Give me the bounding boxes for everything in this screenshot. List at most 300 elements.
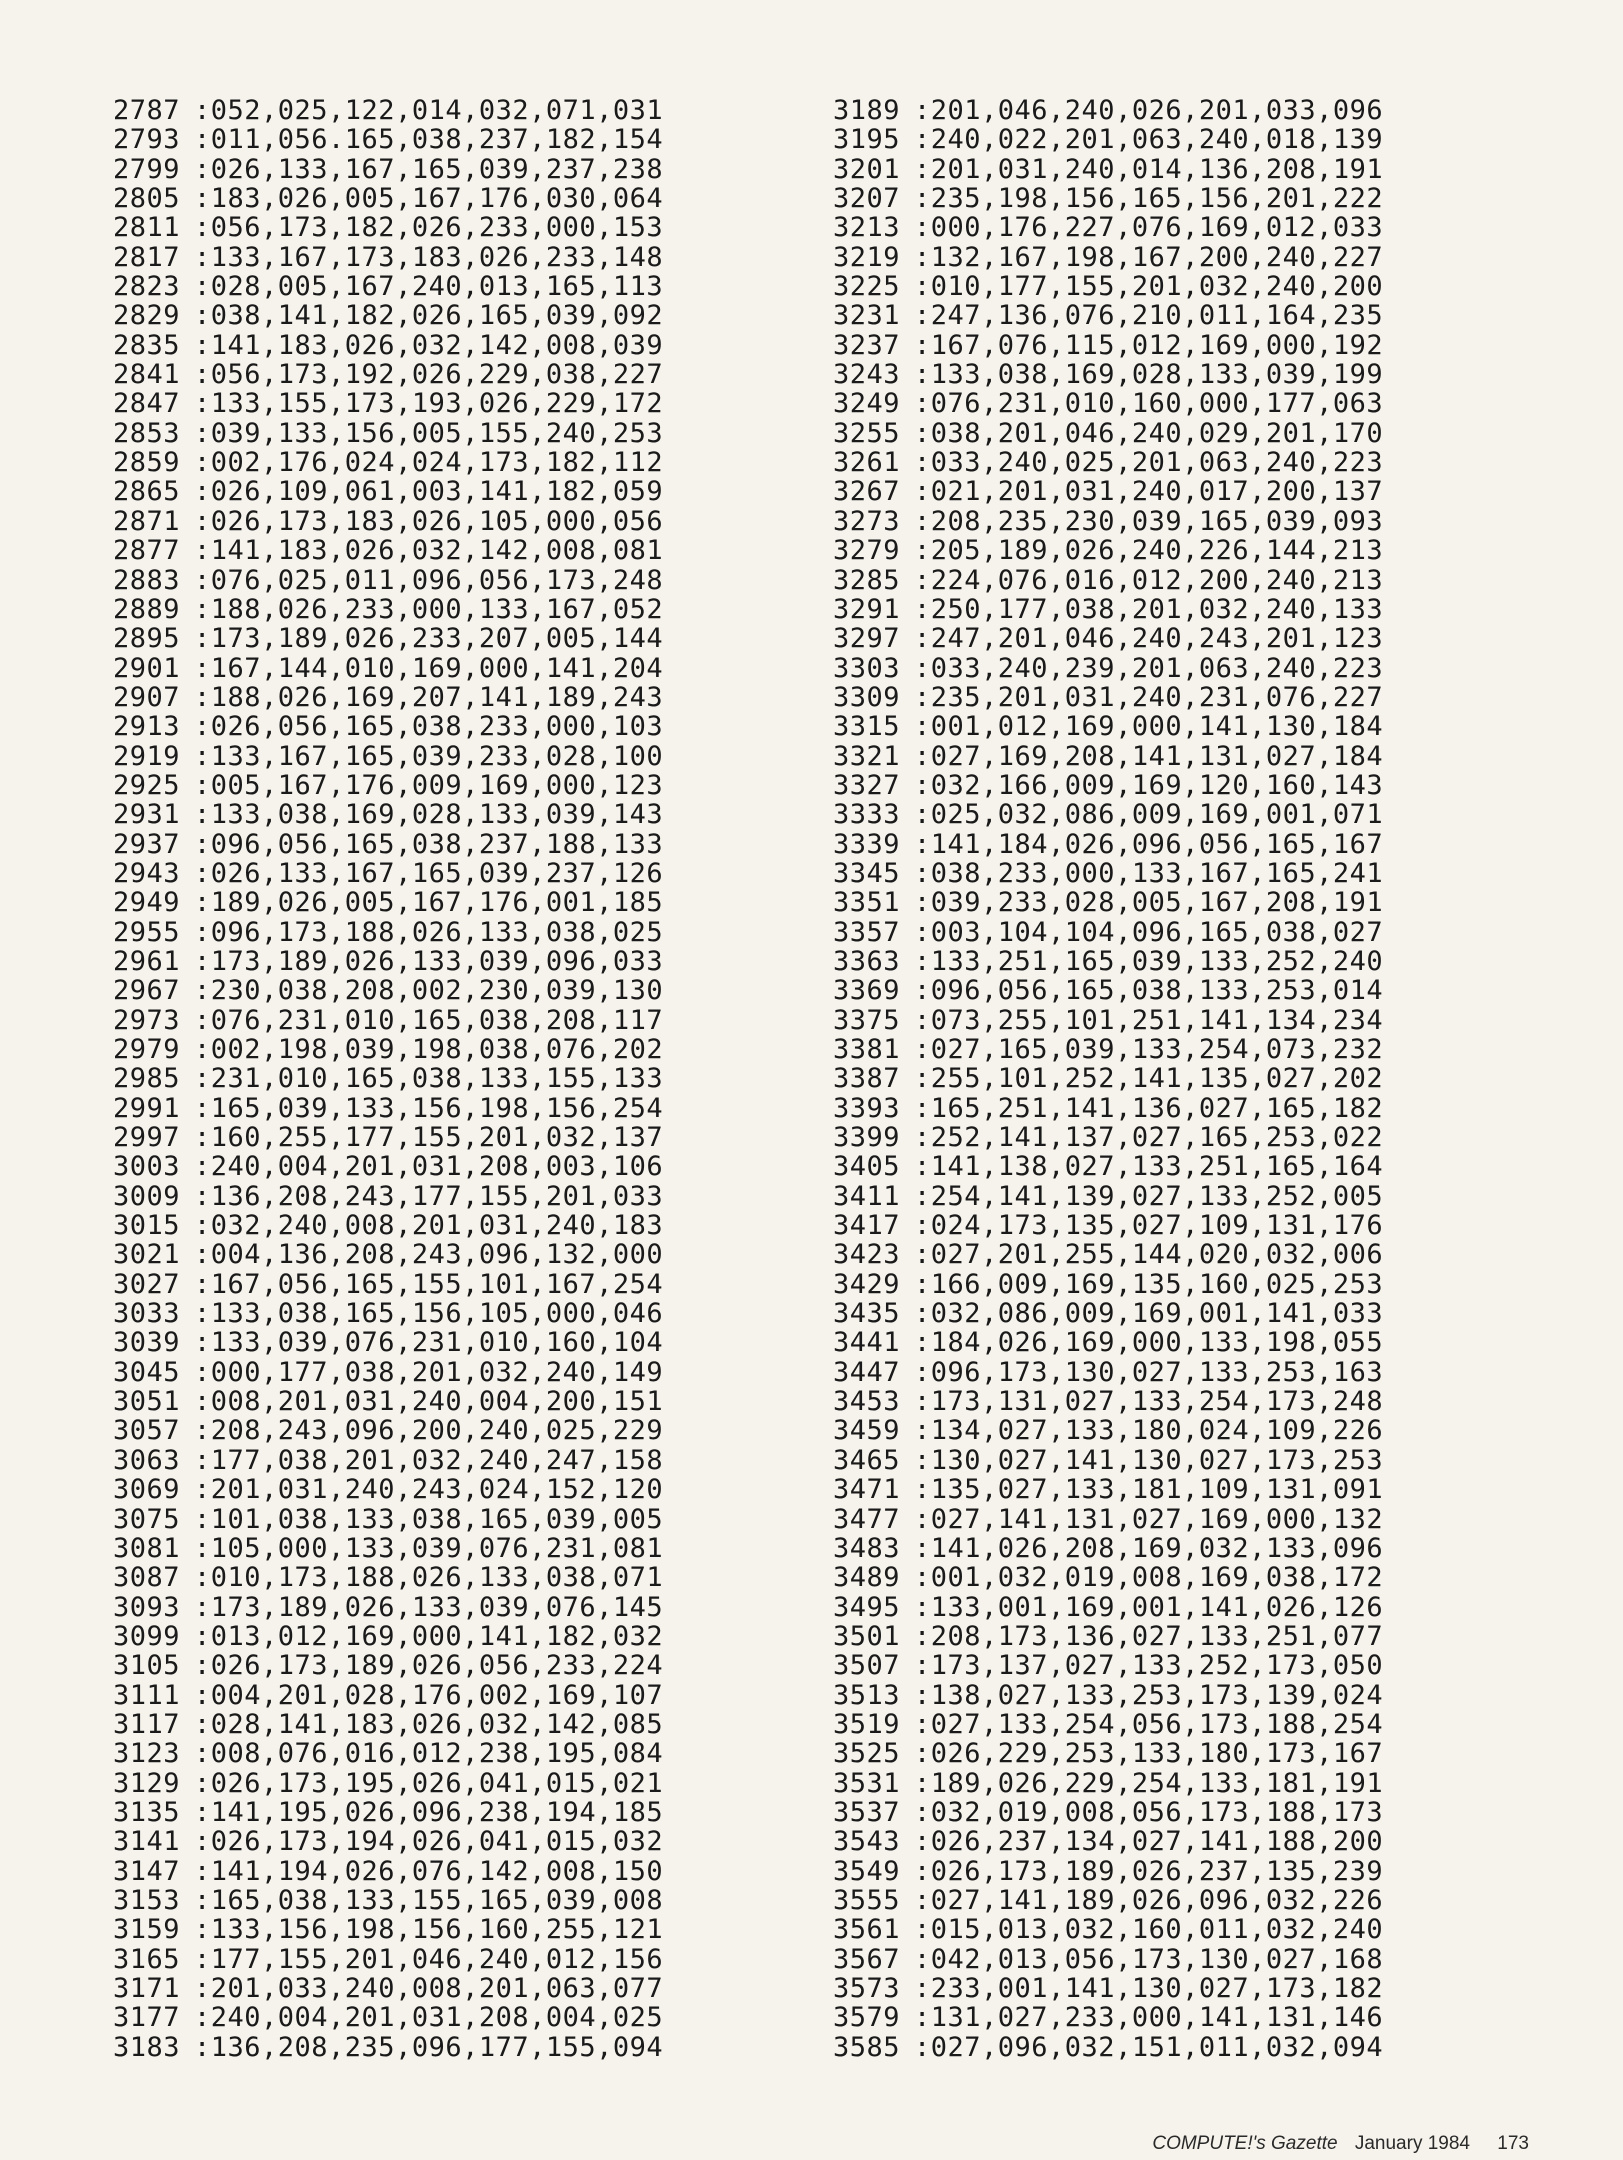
line-number: 3345 [832, 857, 900, 889]
line-number: 2895 [112, 623, 180, 655]
data-values: :026,173,189,026,237,135,239 [914, 1855, 1384, 1887]
listing-line [820, 1328, 1500, 1357]
listing-line [100, 1593, 780, 1622]
listing-line [100, 624, 780, 653]
listing-line [100, 243, 780, 272]
data-values: :205,189,026,240,226,144,213 [914, 535, 1384, 567]
data-values: :039,133,156,005,155,240,253 [194, 417, 664, 449]
line-number: 3261 [832, 447, 900, 479]
data-values: :133,156,198,156,160,255,121 [194, 1914, 664, 1946]
listing-line [820, 1094, 1500, 1123]
data-values: :052,025,122,014,032,071,031 [194, 95, 664, 126]
data-values: :033,240,239,201,063,240,223 [914, 652, 1384, 684]
data-values: :026,173,183,026,105,000,056 [194, 505, 664, 537]
line-number: 2841 [112, 359, 180, 391]
listing-line [100, 742, 780, 771]
data-values: :096,173,188,026,133,038,025 [194, 916, 664, 948]
line-number: 3027 [112, 1268, 180, 1300]
listing-line [100, 448, 780, 477]
listing-line [820, 360, 1500, 389]
data-values: :231,010,165,038,133,155,133 [194, 1063, 664, 1095]
data-values: :230,038,208,002,230,039,130 [194, 975, 664, 1007]
data-values: :141,183,026,032,142,008,039 [194, 329, 664, 361]
line-number: 2973 [112, 1004, 180, 1036]
listing-line [100, 1416, 780, 1445]
listing-line [820, 507, 1500, 536]
listing-line [100, 184, 780, 213]
listing-line [100, 419, 780, 448]
listing-line [100, 389, 780, 418]
line-number: 3147 [112, 1855, 180, 1887]
line-number: 2793 [112, 124, 180, 156]
listing-line [820, 1857, 1500, 1886]
line-number: 3549 [832, 1855, 900, 1887]
line-number: 2853 [112, 417, 180, 449]
line-number: 3243 [832, 359, 900, 391]
line-number: 3081 [112, 1532, 180, 1564]
listing-line [100, 1945, 780, 1974]
listing-line [820, 859, 1500, 888]
listing-line [820, 947, 1500, 976]
line-number: 3417 [832, 1210, 900, 1242]
data-values: :208,235,230,039,165,039,093 [914, 505, 1384, 537]
data-values: :000,177,038,201,032,240,149 [194, 1356, 664, 1388]
data-values: :027,141,189,026,096,032,226 [914, 1884, 1384, 1916]
line-number: 3069 [112, 1474, 180, 1506]
data-values: :189,026,229,254,133,181,191 [914, 1767, 1384, 1799]
listing-line [100, 1182, 780, 1211]
line-number: 2937 [112, 828, 180, 860]
listing-line [820, 595, 1500, 624]
line-number: 2997 [112, 1122, 180, 1154]
listing-line [820, 566, 1500, 595]
data-values: :173,137,027,133,252,173,050 [914, 1650, 1384, 1682]
data-values: :177,155,201,046,240,012,156 [194, 1943, 664, 1975]
data-values: :165,039,133,156,198,156,254 [194, 1092, 664, 1124]
line-number: 2931 [112, 799, 180, 831]
data-values: :133,001,169,001,141,026,126 [914, 1591, 1384, 1623]
listing-line [100, 1857, 780, 1886]
line-number: 3303 [832, 652, 900, 684]
data-values: :133,167,165,039,233,028,100 [194, 740, 664, 772]
listing-line [100, 1475, 780, 1504]
listing-line [820, 448, 1500, 477]
line-number: 3183 [112, 2031, 180, 2063]
line-number: 3057 [112, 1415, 180, 1447]
line-number: 3375 [832, 1004, 900, 1036]
line-number: 2877 [112, 535, 180, 567]
listing-line [820, 888, 1500, 917]
data-values: :001,012,169,000,141,130,184 [914, 711, 1384, 743]
data-values: :105,000,133,039,076,231,081 [194, 1532, 664, 1564]
data-values: :183,026,005,167,176,030,064 [194, 183, 664, 215]
line-number: 3489 [832, 1562, 900, 1594]
data-values: :024,173,135,027,109,131,176 [914, 1210, 1384, 1242]
listing-line [100, 301, 780, 330]
line-number: 3477 [832, 1503, 900, 1535]
data-values: :096,056,165,038,237,188,133 [194, 828, 664, 860]
listing-line [100, 1798, 780, 1827]
data-values: :165,251,141,136,027,165,182 [914, 1092, 1384, 1124]
data-values: :201,046,240,026,201,033,096 [914, 95, 1384, 126]
data-values: :056,173,192,026,229,038,227 [194, 359, 664, 391]
line-number: 2883 [112, 564, 180, 596]
data-values: :015,013,032,160,011,032,240 [914, 1914, 1384, 1946]
line-number: 3195 [832, 124, 900, 156]
line-number: 2991 [112, 1092, 180, 1124]
data-values: :027,096,032,151,011,032,094 [914, 2031, 1384, 2063]
data-values: :028,141,183,026,032,142,085 [194, 1708, 664, 1740]
line-number: 3159 [112, 1914, 180, 1946]
line-number: 3267 [832, 476, 900, 508]
listing-line [100, 1270, 780, 1299]
line-number: 3525 [832, 1738, 900, 1770]
line-number: 2829 [112, 300, 180, 332]
data-values: :136,208,235,096,177,155,094 [194, 2031, 664, 2063]
data-values: :166,009,169,135,160,025,253 [914, 1268, 1384, 1300]
listing-line [100, 947, 780, 976]
data-values: :235,201,031,240,231,076,227 [914, 681, 1384, 713]
data-values: :167,056,165,155,101,167,254 [194, 1268, 664, 1300]
line-number: 2955 [112, 916, 180, 948]
line-number: 3225 [832, 271, 900, 303]
data-values: :131,027,233,000,141,131,146 [914, 2002, 1384, 2034]
data-values: :038,201,046,240,029,201,170 [914, 417, 1384, 449]
listing-line [820, 1593, 1500, 1622]
line-number: 3447 [832, 1356, 900, 1388]
data-values: :026,173,195,026,041,015,021 [194, 1767, 664, 1799]
listing-right-column [820, 96, 1500, 2062]
listing-line [820, 830, 1500, 859]
line-number: 3531 [832, 1767, 900, 1799]
line-number: 3003 [112, 1151, 180, 1183]
listing-line [820, 712, 1500, 741]
listing-line [820, 96, 1500, 125]
line-number: 3333 [832, 799, 900, 831]
data-values: :027,141,131,027,169,000,132 [914, 1503, 1384, 1535]
listing-line [820, 1211, 1500, 1240]
data-values: :033,240,025,201,063,240,223 [914, 447, 1384, 479]
line-number: 3051 [112, 1386, 180, 1418]
listing-line [820, 1915, 1500, 1944]
data-values: :189,026,005,167,176,001,185 [194, 887, 664, 919]
data-values: :013,012,169,000,141,182,032 [194, 1620, 664, 1652]
data-values: :247,136,076,210,011,164,235 [914, 300, 1384, 332]
data-values: :076,025,011,096,056,173,248 [194, 564, 664, 596]
listing-line [820, 1827, 1500, 1856]
line-number: 3513 [832, 1679, 900, 1711]
data-values: :240,004,201,031,208,003,106 [194, 1151, 664, 1183]
listing-line [100, 1035, 780, 1064]
listing-line [100, 1152, 780, 1181]
line-number: 3249 [832, 388, 900, 420]
issue-date: January 1984 [1354, 2133, 1471, 2154]
data-values: :133,038,169,028,133,039,199 [914, 359, 1384, 391]
line-number: 3189 [832, 95, 900, 126]
listing-line [100, 566, 780, 595]
line-number: 3363 [832, 945, 900, 977]
listing-line [820, 536, 1500, 565]
data-values: :027,165,039,133,254,073,232 [914, 1034, 1384, 1065]
listing-line [820, 1446, 1500, 1475]
data-values: :173,189,026,133,039,096,033 [194, 945, 664, 977]
listing-line [100, 771, 780, 800]
data-values: :003,104,104,096,165,038,027 [914, 916, 1384, 948]
line-number: 3309 [832, 681, 900, 713]
line-number: 3315 [832, 711, 900, 743]
data-values: :026,229,253,133,180,173,167 [914, 1738, 1384, 1770]
line-number: 3009 [112, 1180, 180, 1212]
line-number: 3561 [832, 1914, 900, 1946]
line-number: 2823 [112, 271, 180, 303]
data-values: :201,031,240,243,024,152,120 [194, 1474, 664, 1506]
data-values: :134,027,133,180,024,109,226 [914, 1415, 1384, 1447]
line-number: 3285 [832, 564, 900, 596]
listing-line [820, 125, 1500, 154]
listing-line [100, 1769, 780, 1798]
listing-line [100, 477, 780, 506]
line-number: 2871 [112, 505, 180, 537]
listing-line [100, 155, 780, 184]
listing-line [820, 155, 1500, 184]
data-values: :250,177,038,201,032,240,133 [914, 593, 1384, 625]
line-number: 3129 [112, 1767, 180, 1799]
data-values: :032,019,008,056,173,188,173 [914, 1796, 1384, 1828]
listing-line [100, 918, 780, 947]
data-values: :039,233,028,005,167,208,191 [914, 887, 1384, 919]
data-values: :026,173,189,026,056,233,224 [194, 1650, 664, 1682]
line-number: 3441 [832, 1327, 900, 1359]
listing-line [100, 1681, 780, 1710]
data-values: :133,155,173,193,026,229,172 [194, 388, 664, 420]
line-number: 3327 [832, 769, 900, 801]
data-values: :026,133,167,165,039,237,126 [194, 857, 664, 889]
line-number: 3135 [112, 1796, 180, 1828]
listing-line [820, 1006, 1500, 1035]
listing-line [820, 1710, 1500, 1739]
line-number: 2817 [112, 241, 180, 273]
listing-line [100, 536, 780, 565]
data-values: :252,141,137,027,165,253,022 [914, 1122, 1384, 1154]
data-values: :076,231,010,165,038,208,117 [194, 1004, 664, 1036]
line-number: 3255 [832, 417, 900, 449]
data-values: :208,243,096,200,240,025,229 [194, 1415, 664, 1447]
data-values: :032,240,008,201,031,240,183 [194, 1210, 664, 1242]
line-number: 3123 [112, 1738, 180, 1770]
line-number: 2889 [112, 593, 180, 625]
listing-line [820, 1974, 1500, 2003]
line-number: 3405 [832, 1151, 900, 1183]
listing-line [100, 976, 780, 1005]
data-values: :096,056,165,038,133,253,014 [914, 975, 1384, 1007]
data-values: :141,026,208,169,032,133,096 [914, 1532, 1384, 1564]
line-number: 3279 [832, 535, 900, 567]
listing-line [100, 1299, 780, 1328]
listing-line [820, 1563, 1500, 1592]
data-values: :173,189,026,133,039,076,145 [194, 1591, 664, 1623]
line-number: 3573 [832, 1973, 900, 2004]
listing-line [100, 1505, 780, 1534]
line-number: 2859 [112, 447, 180, 479]
line-number: 3291 [832, 593, 900, 625]
listing-line [100, 1739, 780, 1768]
listing-line [100, 507, 780, 536]
line-number: 3519 [832, 1708, 900, 1740]
line-number: 3093 [112, 1591, 180, 1623]
listing-line [100, 1974, 780, 2003]
data-values: :240,022,201,063,240,018,139 [914, 124, 1384, 156]
line-number: 3297 [832, 623, 900, 655]
data-values: :026,056,165,038,233,000,103 [194, 711, 664, 743]
listing-line [100, 595, 780, 624]
listing-line [100, 1123, 780, 1152]
data-values: :056,173,182,026,233,000,153 [194, 212, 664, 244]
line-number: 3015 [112, 1210, 180, 1242]
line-number: 3387 [832, 1063, 900, 1095]
line-number: 3231 [832, 300, 900, 332]
line-number: 3171 [112, 1973, 180, 2004]
listing-line [100, 1563, 780, 1592]
listing-line [820, 1475, 1500, 1504]
data-values: :002,176,024,024,173,182,112 [194, 447, 664, 479]
line-number: 3111 [112, 1679, 180, 1711]
line-number: 3459 [832, 1415, 900, 1447]
line-number: 3543 [832, 1826, 900, 1858]
listing-line [100, 683, 780, 712]
data-values: :141,184,026,096,056,165,167 [914, 828, 1384, 860]
line-number: 2919 [112, 740, 180, 772]
listing-line [820, 1886, 1500, 1915]
line-number: 3483 [832, 1532, 900, 1564]
data-values: :255,101,252,141,135,027,202 [914, 1063, 1384, 1095]
data-values: :008,076,016,012,238,195,084 [194, 1738, 664, 1770]
listing-line [100, 1651, 780, 1680]
listing-line [100, 1827, 780, 1856]
listing-line [820, 1240, 1500, 1269]
listing-line [100, 654, 780, 683]
data-values: :224,076,016,012,200,240,213 [914, 564, 1384, 596]
listing-line [100, 1006, 780, 1035]
listing-line [820, 184, 1500, 213]
data-values: :027,133,254,056,173,188,254 [914, 1708, 1384, 1740]
data-values: :235,198,156,165,156,201,222 [914, 183, 1384, 215]
data-values: :141,138,027,133,251,165,164 [914, 1151, 1384, 1183]
data-values: :073,255,101,251,141,134,234 [914, 1004, 1384, 1036]
data-values: :135,027,133,181,109,131,091 [914, 1474, 1384, 1506]
line-number: 3357 [832, 916, 900, 948]
line-number: 3411 [832, 1180, 900, 1212]
listing-line [100, 1240, 780, 1269]
line-number: 3213 [832, 212, 900, 244]
line-number: 2925 [112, 769, 180, 801]
line-number: 3237 [832, 329, 900, 361]
line-number: 3453 [832, 1386, 900, 1418]
listing-line [100, 1446, 780, 1475]
listing-line [820, 1681, 1500, 1710]
data-values: :254,141,139,027,133,252,005 [914, 1180, 1384, 1212]
data-values: :173,189,026,233,207,005,144 [194, 623, 664, 655]
line-number: 2787 [112, 95, 180, 126]
line-number: 3435 [832, 1298, 900, 1330]
listing-line [100, 1387, 780, 1416]
line-number: 3201 [832, 153, 900, 185]
data-values: :026,173,194,026,041,015,032 [194, 1826, 664, 1858]
listing-line [820, 272, 1500, 301]
listing-line [820, 1739, 1500, 1768]
data-values: :026,237,134,027,141,188,200 [914, 1826, 1384, 1858]
listing-line [820, 742, 1500, 771]
line-number: 3141 [112, 1826, 180, 1858]
line-number: 3567 [832, 1943, 900, 1975]
line-number: 2835 [112, 329, 180, 361]
data-values: :133,038,165,156,105,000,046 [194, 1298, 664, 1330]
listing-line [100, 1710, 780, 1739]
listing-line [100, 213, 780, 242]
listing-line [100, 1622, 780, 1651]
listing-line [820, 419, 1500, 448]
publication-name: COMPUTE!'s Gazette [1152, 2133, 1338, 2154]
listing-line [100, 1915, 780, 1944]
line-number: 3153 [112, 1884, 180, 1916]
line-number: 3381 [832, 1034, 900, 1065]
listing-line [820, 1152, 1500, 1181]
line-number: 3579 [832, 2002, 900, 2034]
data-values: :132,167,198,167,200,240,227 [914, 241, 1384, 273]
line-number: 3507 [832, 1650, 900, 1682]
data-values: :096,173,130,027,133,253,163 [914, 1356, 1384, 1388]
data-values: :173,131,027,133,254,173,248 [914, 1386, 1384, 1418]
line-number: 3207 [832, 183, 900, 215]
line-number: 2799 [112, 153, 180, 185]
line-number: 3273 [832, 505, 900, 537]
listing-line [820, 331, 1500, 360]
listing-line [100, 1358, 780, 1387]
line-number: 3105 [112, 1650, 180, 1682]
listing-line [100, 272, 780, 301]
page-number: 173 [1497, 2133, 1529, 2154]
listing-line [100, 360, 780, 389]
listing-line [820, 683, 1500, 712]
listing-line [100, 125, 780, 154]
listing-line [820, 1769, 1500, 1798]
listing-left-column [100, 96, 780, 2062]
listing-line [100, 1534, 780, 1563]
data-values: :138,027,133,253,173,139,024 [914, 1679, 1384, 1711]
line-number: 2847 [112, 388, 180, 420]
listing-line [100, 331, 780, 360]
data-values: :141,195,026,096,238,194,185 [194, 1796, 664, 1828]
data-values: :184,026,169,000,133,198,055 [914, 1327, 1384, 1359]
line-number: 2907 [112, 681, 180, 713]
line-number: 3021 [112, 1239, 180, 1271]
listing-line [100, 1094, 780, 1123]
listing-line [820, 654, 1500, 683]
listing-line [820, 1505, 1500, 1534]
line-number: 3351 [832, 887, 900, 919]
data-values: :201,031,240,014,136,208,191 [914, 153, 1384, 185]
listing-line [820, 800, 1500, 829]
line-number: 3165 [112, 1943, 180, 1975]
listing-line [100, 1064, 780, 1093]
data-values: :025,032,086,009,169,001,071 [914, 799, 1384, 831]
line-number: 3033 [112, 1298, 180, 1330]
line-number: 3393 [832, 1092, 900, 1124]
listing-line [820, 976, 1500, 1005]
line-number: 2865 [112, 476, 180, 508]
data-values: :133,167,173,183,026,233,148 [194, 241, 664, 273]
line-number: 3369 [832, 975, 900, 1007]
line-number: 2943 [112, 857, 180, 889]
